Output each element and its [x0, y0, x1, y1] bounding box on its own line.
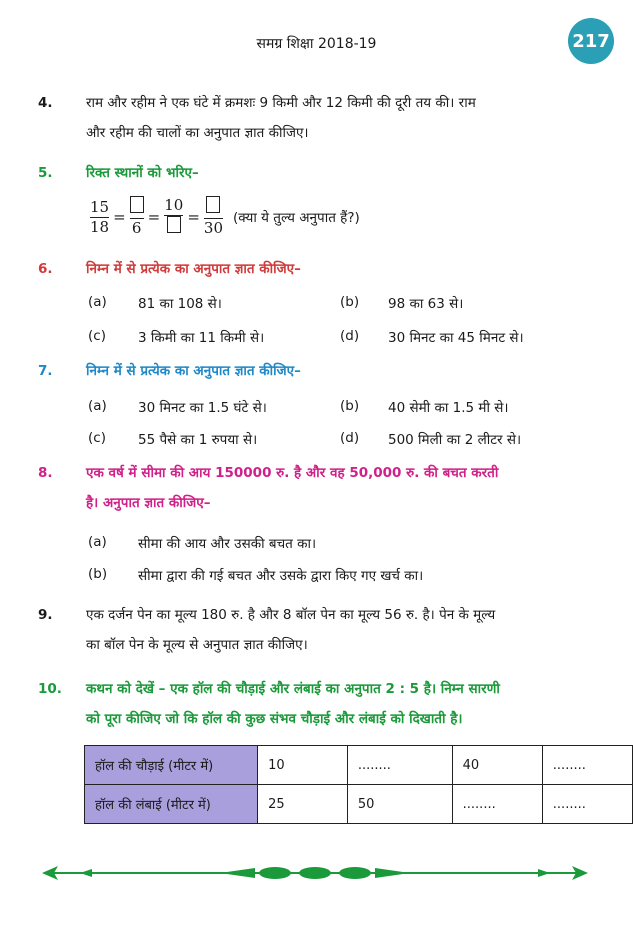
- question-10: [38, 674, 598, 734]
- question-line: का बॉल पेन के मूल्य से अनुपात ज्ञात कीजिए।: [86, 637, 308, 653]
- blank-box: [206, 196, 220, 213]
- option-label: (a): [88, 294, 107, 310]
- option-label: (b): [88, 566, 108, 582]
- table-cell: ........: [542, 746, 632, 785]
- option-label: (b): [340, 398, 360, 414]
- question-text: [86, 88, 596, 148]
- question-4: [38, 88, 598, 148]
- table-row: [85, 746, 633, 785]
- fraction: 30: [204, 196, 223, 238]
- option-text: 81 का 108 से।: [138, 296, 222, 312]
- option-label: (d): [340, 430, 360, 446]
- option-text: 30 मिनट का 1.5 घंटे से।: [138, 400, 267, 416]
- question-line: को पूरा कीजिए जो कि हॉल की कुछ संभव चौड़ाई और लंबाई को दिखाती है।: [86, 711, 463, 727]
- option-text: 98 का 63 से।: [388, 296, 464, 312]
- question-line: राम और रहीम ने एक घंटे में क्रमशः 9 किमी और 12 किमी की दूरी तय की। राम: [86, 95, 476, 111]
- question-text: [86, 458, 596, 518]
- blank-box: [167, 216, 181, 233]
- option-label: (b): [340, 294, 360, 310]
- question-5: [38, 158, 598, 188]
- option-text: 3 किमी का 11 किमी से।: [138, 330, 265, 346]
- row-header: हॉल की लंबाई (मीटर में): [85, 785, 258, 824]
- option-text: 40 सेमी का 1.5 मी से।: [388, 400, 509, 416]
- question-line: है। अनुपात ज्ञात कीजिए–: [86, 495, 211, 511]
- ratio-table: [84, 745, 633, 824]
- question-number: 7.: [38, 363, 53, 379]
- table-cell: 40: [452, 746, 542, 785]
- question-number: 9.: [38, 607, 53, 623]
- option-label: (d): [340, 328, 360, 344]
- question-text: [86, 600, 596, 660]
- table-cell: ........: [542, 785, 632, 824]
- table-cell: ........: [347, 746, 452, 785]
- question-title: रिक्त स्थानों को भरिए–: [86, 165, 199, 181]
- question-9: [38, 600, 598, 660]
- question-line: कथन को देखें – एक हॉल की चौड़ाई और लंबाई का अनुपात 2 : 5 है। निम्न सारणी: [86, 681, 500, 697]
- table-row: [85, 785, 633, 824]
- option-text: 55 पैसे का 1 रुपया से।: [138, 432, 258, 448]
- question-line: एक दर्जन पेन का मूल्य 180 रु. है और 8 बॉल पेन का मूल्य 56 रु. है। पेन के मूल्य: [86, 607, 496, 623]
- question-title: निम्न में से प्रत्येक का अनुपात ज्ञात कीजिए–: [86, 261, 301, 277]
- option-text: 30 मिनट का 45 मिनट से।: [388, 330, 524, 346]
- question-number: 6.: [38, 261, 53, 277]
- option-label: (a): [88, 398, 107, 414]
- fraction: 6: [130, 196, 144, 238]
- question-title: निम्न में से प्रत्येक का अनुपात ज्ञात कीजिए–: [86, 363, 301, 379]
- table-cell: 50: [347, 785, 452, 824]
- question-number: 5.: [38, 165, 53, 181]
- page-header: समग्र शिक्षा 2018-19: [256, 36, 377, 52]
- fraction: 10: [164, 196, 183, 238]
- question-number: 4.: [38, 95, 53, 111]
- table-cell: 25: [258, 785, 348, 824]
- question-number: 8.: [38, 465, 53, 481]
- question-text: [86, 674, 596, 734]
- equation-note: (क्या ये तुल्य अनुपात हैं?): [233, 210, 360, 226]
- option-label: (c): [88, 328, 106, 344]
- question-number: 10.: [38, 681, 62, 697]
- table-cell: 10: [258, 746, 348, 785]
- equivalent-ratio-equation: $\frac{15}{18}$ = 6 = 10 = 30 (क्या ये तुल्य अनुपात हैं?): [90, 196, 360, 237]
- option-text: 500 मिली का 2 लीटर से।: [388, 432, 522, 448]
- blank-box: [130, 196, 144, 213]
- option-label: (a): [88, 534, 107, 550]
- question-line: और रहीम की चालों का अनुपात ज्ञात कीजिए।: [86, 125, 309, 141]
- question-line: एक वर्ष में सीमा की आय 150000 रु. है और वह 50,000 रु. की बचत करती: [86, 465, 499, 481]
- option-text: सीमा द्वारा की गई बचत और उसके द्वारा किए गए खर्च का।: [138, 568, 424, 584]
- option-label: (c): [88, 430, 106, 446]
- question-6: [38, 254, 598, 284]
- page-number-badge: 217: [568, 18, 614, 64]
- double-arrow-divider-icon: [40, 858, 590, 888]
- option-text: सीमा की आय और उसकी बचत का।: [138, 536, 317, 552]
- table-cell: ........: [452, 785, 542, 824]
- row-header: हॉल की चौड़ाई (मीटर में): [85, 746, 258, 785]
- question-8: [38, 458, 598, 518]
- fraction: $\frac{15}{18}$: [90, 197, 110, 236]
- question-7: [38, 356, 598, 386]
